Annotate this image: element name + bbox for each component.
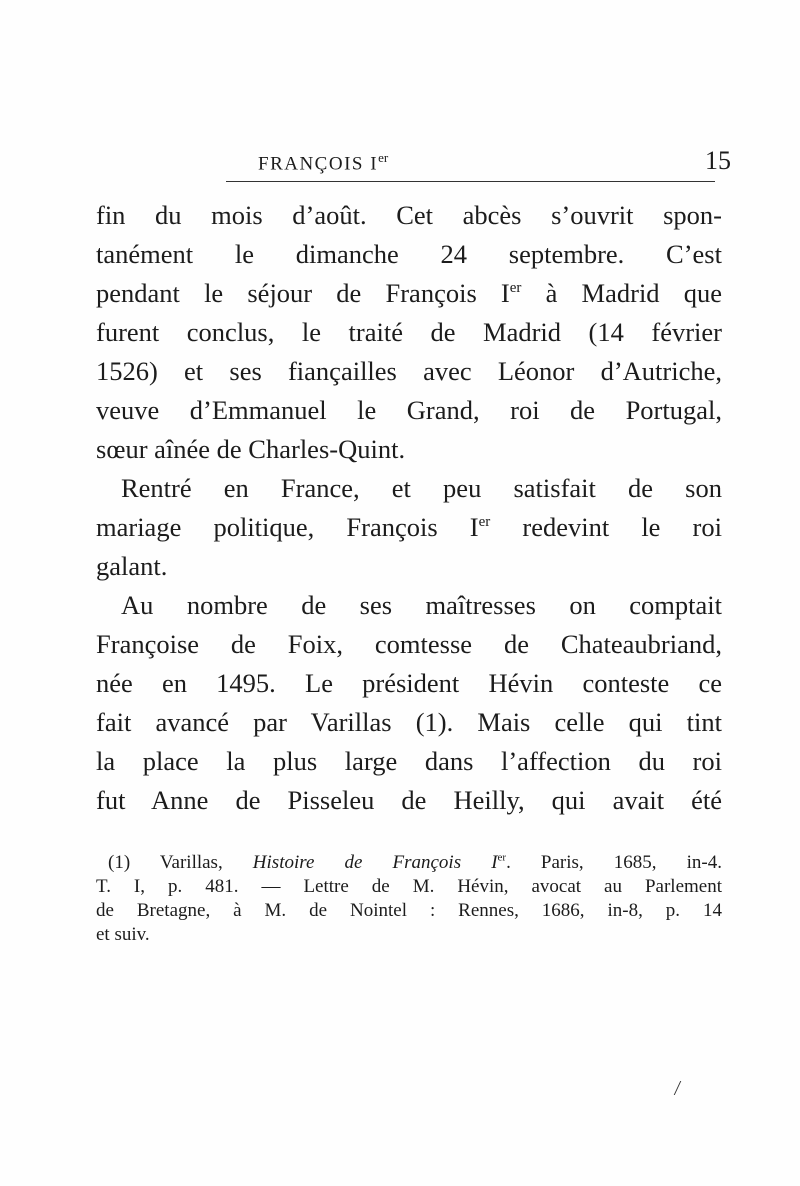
footnote-italic-title: Histoire de François I	[252, 852, 498, 873]
body-line-part: mariage politique, François I	[96, 512, 479, 542]
body-line: 1526) et ses fiançailles avec Léonor d’Autriche,	[96, 356, 722, 386]
body-line	[96, 508, 722, 547]
footnote-superscript: er	[497, 851, 507, 864]
footnote-line: de Bretagne, à M. de Nointel : Rennes, 1686, in-8, p. 14	[96, 900, 722, 921]
body-line-superscript: er	[478, 514, 491, 531]
body-line-part: redevint le roi	[490, 512, 722, 542]
body-line: fin du mois d’août. Cet abcès s’ouvrit spon-	[96, 200, 722, 230]
body-line: la place la plus large dans l’affection du roi	[96, 746, 722, 776]
footnote-line: et suiv.	[96, 924, 150, 945]
body-line: fait avancé par Varillas (1). Mais celle qui tint	[96, 707, 722, 737]
page-number: 15	[705, 146, 731, 175]
body-line: veuve d’Emmanuel le Grand, roi de Portugal,	[96, 395, 722, 425]
body-line-superscript: er	[509, 280, 522, 297]
running-title-superscript: er	[378, 150, 389, 165]
running-title-text: FRANÇOIS I	[258, 153, 379, 175]
footnote-line	[96, 851, 722, 875]
body-line	[96, 274, 722, 313]
body-line: fut Anne de Pisseleu de Heilly, qui avait été	[96, 785, 722, 815]
footnote-part: . Paris, 1685, in-4.	[506, 852, 722, 873]
body-line: née en 1495. Le président Hévin conteste ce	[96, 668, 722, 698]
footnote-line: T. I, p. 481. — Lettre de M. Hévin, avocat au Parlement	[96, 876, 722, 897]
footnote-part: (1) Varillas,	[108, 852, 253, 873]
body-line: galant.	[96, 551, 168, 581]
body-line: sœur aînée de Charles-Quint.	[96, 434, 406, 464]
body-text	[96, 196, 722, 820]
body-line: Françoise de Foix, comtesse de Chateaubriand,	[96, 629, 722, 659]
header-rule	[226, 181, 715, 182]
body-line: Rentré en France, et peu satisfait de son	[121, 473, 722, 503]
body-line: Au nombre de ses maîtresses on comptait	[121, 590, 722, 620]
body-line: tanément le dimanche 24 septembre. C’est	[96, 239, 722, 269]
running-head	[0, 146, 800, 176]
body-line-part: pendant le séjour de François I	[96, 278, 510, 308]
body-line: furent conclus, le traité de Madrid (14 février	[96, 317, 722, 347]
running-title	[258, 150, 388, 175]
printer-mark	[674, 1081, 688, 1095]
footnote	[96, 851, 722, 947]
body-line-part: à Madrid que	[521, 278, 722, 308]
